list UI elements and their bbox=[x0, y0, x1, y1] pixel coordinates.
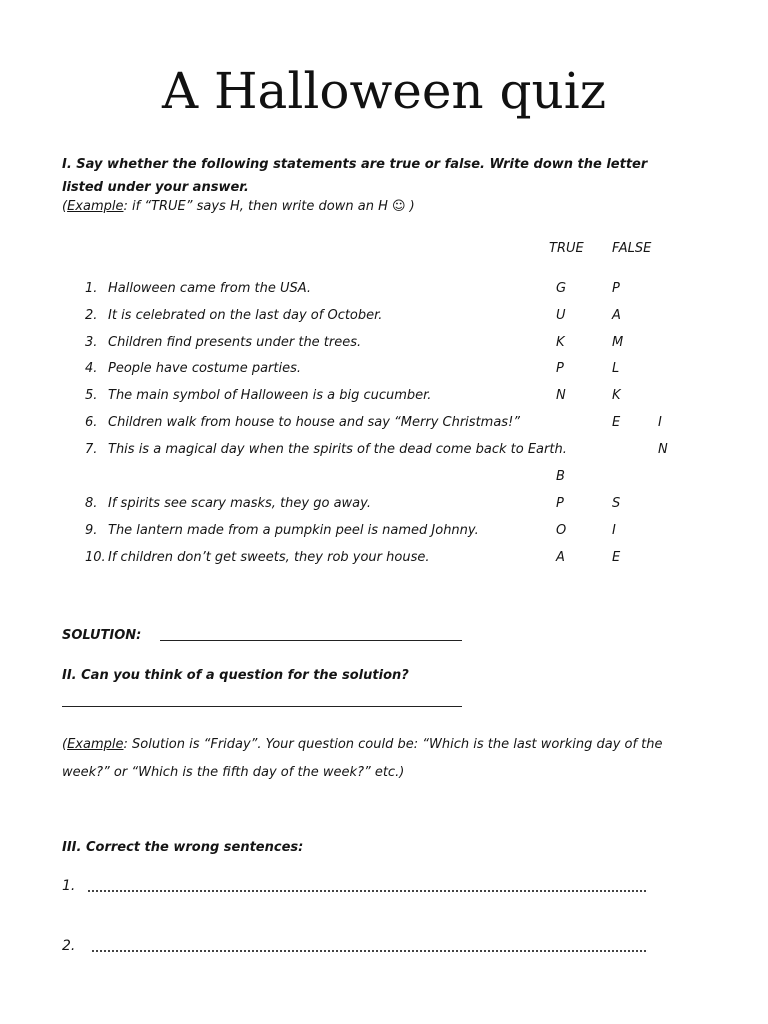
example-open: ( bbox=[62, 199, 68, 214]
statement-number: 1. bbox=[85, 281, 98, 296]
page-title: A Halloween quiz bbox=[161, 62, 607, 120]
statement-row bbox=[0, 550, 768, 574]
statement-number: 8. bbox=[85, 496, 98, 511]
question-answer-line[interactable] bbox=[62, 706, 462, 707]
statement-row bbox=[0, 469, 768, 493]
false-letter: I bbox=[612, 523, 616, 538]
section2-heading: II. Can you think of a question for the solution? bbox=[62, 668, 409, 683]
true-letter: A bbox=[556, 550, 565, 565]
section2-example bbox=[62, 731, 680, 787]
statement-text: The lantern made from a pumpkin peel is named Johnny. bbox=[108, 523, 479, 538]
true-letter: U bbox=[556, 308, 566, 323]
statement-row bbox=[0, 308, 768, 332]
statement-row bbox=[0, 335, 768, 359]
section1-heading: I. Say whether the following statements are true or false. Write down the letter listed under your answer. bbox=[62, 157, 648, 195]
example-open: ( bbox=[62, 737, 68, 752]
true-letter: P bbox=[556, 361, 564, 376]
example-label: Example bbox=[67, 737, 124, 752]
statement-text: If spirits see scary masks, they go away. bbox=[108, 496, 371, 511]
true-letter: P bbox=[556, 496, 564, 511]
false-letter: P bbox=[612, 281, 620, 296]
statement-text: This is a magical day when the spirits of the dead come back to Earth. bbox=[108, 442, 567, 457]
extra-letter: N bbox=[658, 442, 668, 457]
correction-line-1[interactable] bbox=[88, 890, 646, 892]
correction-line-number-2: 2. bbox=[62, 938, 76, 954]
statement-row bbox=[0, 523, 768, 547]
solution-label: SOLUTION: bbox=[62, 628, 142, 643]
col-true-header: TRUE bbox=[549, 241, 584, 256]
statement-row bbox=[0, 496, 768, 520]
solution-answer-line[interactable] bbox=[160, 640, 462, 641]
statement-row bbox=[0, 388, 768, 412]
false-letter: K bbox=[612, 388, 621, 403]
statement-text: Halloween came from the USA. bbox=[108, 281, 311, 296]
statement-row bbox=[0, 415, 768, 439]
statement-number: 3. bbox=[85, 335, 98, 350]
statement-text: The main symbol of Halloween is a big cucumber. bbox=[108, 388, 432, 403]
false-letter: S bbox=[612, 496, 621, 511]
true-letter: G bbox=[556, 281, 567, 296]
correction-line-2[interactable] bbox=[92, 950, 646, 952]
statement-text: Children walk from house to house and say “Merry Christmas!” bbox=[108, 415, 521, 430]
false-letter: E bbox=[612, 415, 621, 430]
statement-text: People have costume parties. bbox=[108, 361, 301, 376]
statement-number: 4. bbox=[85, 361, 98, 376]
true-letter: N bbox=[556, 388, 566, 403]
false-letter: E bbox=[612, 550, 621, 565]
statement-row bbox=[0, 361, 768, 385]
extra-letter: I bbox=[658, 415, 662, 430]
false-letter: M bbox=[612, 335, 624, 350]
example-text: : if “TRUE” says H, then write down an H ☺ ) bbox=[123, 199, 415, 214]
statement-text: Children find presents under the trees. bbox=[108, 335, 362, 350]
statement-number: 10. bbox=[85, 550, 106, 565]
statement-text: If children don’t get sweets, they rob your house. bbox=[108, 550, 430, 565]
correction-line-number-1: 1. bbox=[62, 878, 76, 894]
statement-number: 2. bbox=[85, 308, 98, 323]
statement-number: 7. bbox=[85, 442, 98, 457]
false-letter: A bbox=[612, 308, 621, 323]
true-letter: O bbox=[556, 523, 567, 538]
statement-row bbox=[0, 442, 768, 466]
statement-number: 5. bbox=[85, 388, 98, 403]
statement-row bbox=[0, 281, 768, 305]
true-letter: K bbox=[556, 335, 565, 350]
section3-heading: III. Correct the wrong sentences: bbox=[62, 840, 304, 855]
example-text: : Solution is “Friday”. Your question could be: “Which is the last working day of the week?” or “Which is the fifth day of the week?” etc.) bbox=[62, 737, 663, 780]
false-letter: L bbox=[612, 361, 620, 376]
col-false-header: FALSE bbox=[612, 241, 652, 256]
example-label: Example bbox=[67, 199, 124, 214]
statement-number: 6. bbox=[85, 415, 98, 430]
statement-number: 9. bbox=[85, 523, 98, 538]
true-letter: B bbox=[556, 469, 565, 484]
section1-example bbox=[62, 199, 415, 214]
statement-text: It is celebrated on the last day of October. bbox=[108, 308, 383, 323]
